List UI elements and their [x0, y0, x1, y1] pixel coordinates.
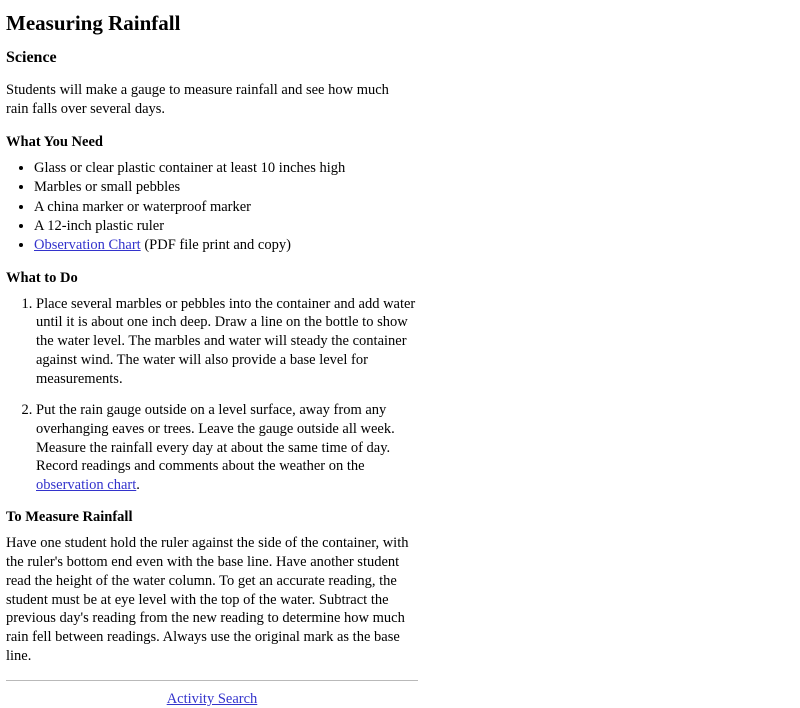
step-text-after: . [136, 477, 140, 494]
list-item [36, 401, 418, 495]
activity-search-link[interactable]: Activity Search [166, 690, 258, 707]
what-to-do-heading: What to Do [6, 269, 78, 286]
list-item [34, 217, 426, 236]
materials-list [6, 159, 426, 255]
list-item-text: Marbles or small pebbles [34, 179, 181, 196]
list-item [34, 198, 426, 217]
page-title: Measuring Rainfall [6, 11, 181, 35]
list-item [34, 236, 426, 255]
observation-chart-link[interactable]: Observation Chart [34, 237, 141, 254]
subject-heading: Science [6, 49, 57, 67]
list-item [34, 178, 426, 197]
footer-divider [6, 680, 418, 681]
to-measure-rainfall-heading: To Measure Rainfall [6, 509, 133, 526]
what-you-need-heading: What You Need [6, 134, 103, 151]
footer [6, 691, 418, 708]
list-item [34, 159, 426, 178]
list-item [36, 295, 418, 389]
steps-list [6, 295, 426, 495]
list-item-text: A 12-inch plastic ruler [34, 218, 165, 235]
intro-paragraph: Students will make a gauge to measure rainfall and see how much rain falls over several days. [6, 82, 389, 117]
list-item-text: (PDF file print and copy) [140, 237, 291, 254]
step-text-before: Put the rain gauge outside on a level surface, away from any overhanging eaves or trees. Leave the gauge outside all week. Measure the rainfall every day at about the same time of day. Record readings and comments about the weather on the [36, 401, 395, 475]
list-item-text: A china marker or waterproof marker [34, 198, 251, 215]
list-item-text: Glass or clear plastic container at least 10 inches high [34, 160, 346, 177]
step-text: Place several marbles or pebbles into the container and add water until it is about one inch deep. Draw a line on the bottle to show the water level. The marbles and water will steady the container against wind. The water will also provide a base level for measurements. [36, 295, 416, 387]
observation-chart-inline-link[interactable]: observation chart [36, 477, 137, 494]
measure-paragraph: Have one student hold the ruler against the side of the container, with the ruler's bottom end even with the base line. Have another student read the height of the water column. To get an accurate reading, the student must be at eye level with the top of the water. Subtract the previous day's reading from the new reading to determine how much rain fell between readings. Always use the original mark as the base line. [6, 535, 409, 665]
